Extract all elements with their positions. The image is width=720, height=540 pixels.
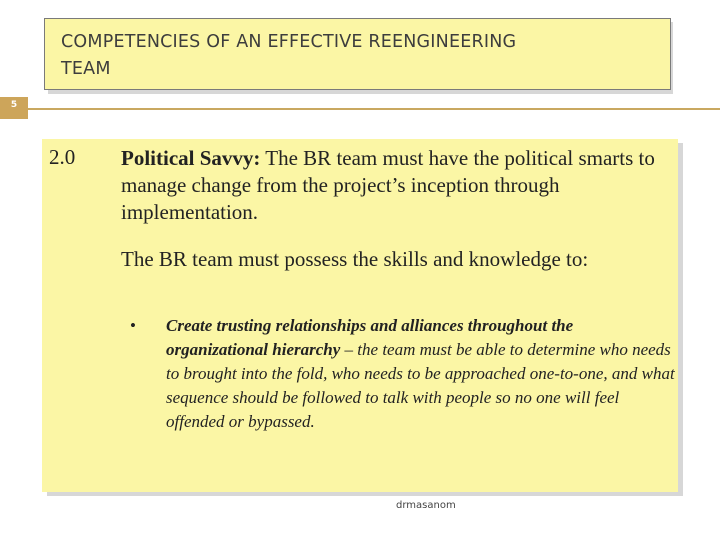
paragraph-skills: The BR team must possess the skills and knowledge to: bbox=[121, 247, 589, 271]
slide-title bbox=[61, 29, 651, 83]
slide-title-line2: TEAM bbox=[61, 59, 111, 79]
bullet-item-text: – the team must be able to determine who needs to brought into the fold, who needs to be approached one-to-one, and what sequence should be followed to talk with people so no one will feel offended or bypassed. bbox=[166, 340, 675, 431]
slide-number: 5 bbox=[10, 100, 18, 110]
bullet-icon: • bbox=[130, 316, 136, 335]
paragraph-political-savvy bbox=[121, 145, 661, 226]
item-number: 2.0 bbox=[49, 145, 76, 169]
footer-author: drmasanom bbox=[396, 500, 456, 511]
political-savvy-heading: Political Savvy: bbox=[121, 146, 261, 170]
bullet-item-heading: Create trusting relationships and alliances throughout the organizational hierarchy bbox=[166, 316, 574, 359]
divider-line bbox=[0, 108, 720, 110]
slide-title-line1: COMPETENCIES OF AN EFFECTIVE REENGINEERING bbox=[61, 32, 517, 52]
political-savvy-text: The BR team must have the political smarts to manage change from the project’s inception through implementation. bbox=[121, 146, 655, 224]
title-box bbox=[44, 18, 671, 90]
bullet-item bbox=[166, 314, 676, 434]
